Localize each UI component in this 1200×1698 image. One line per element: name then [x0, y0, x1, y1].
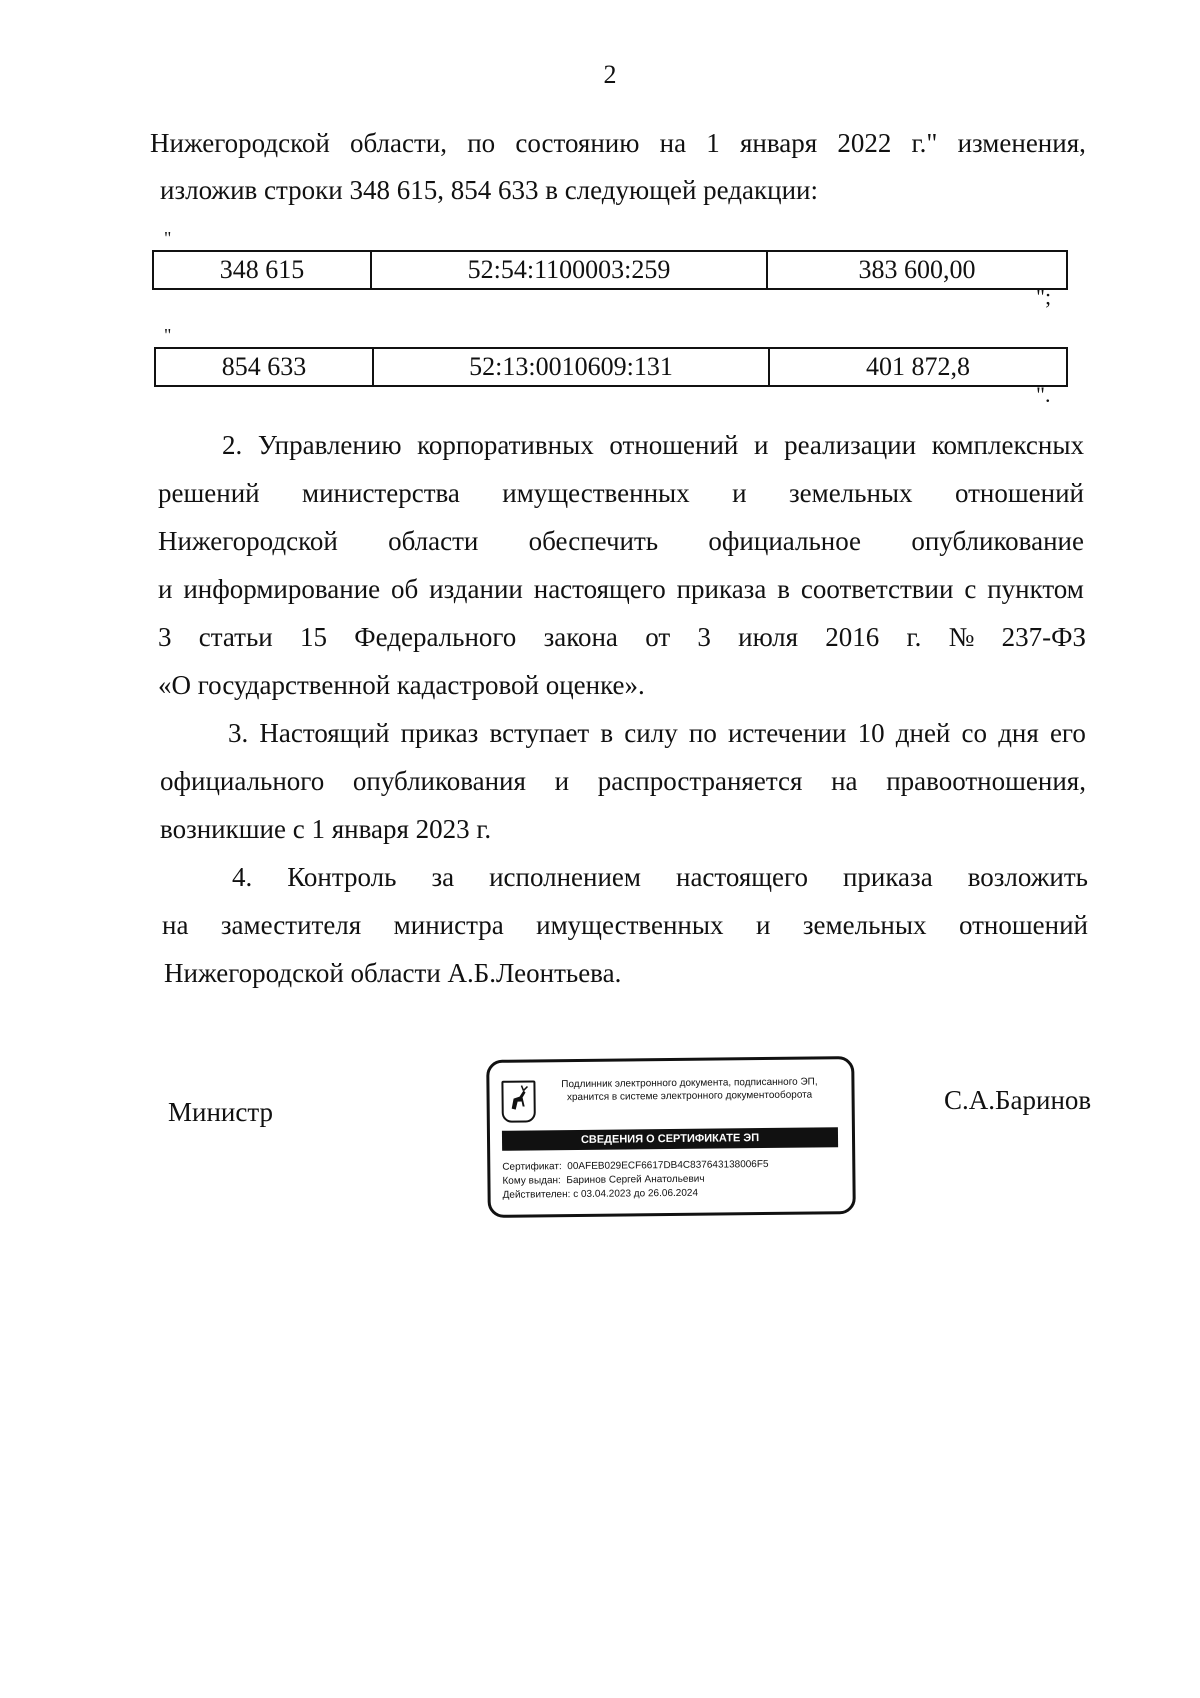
word: земельных: [802, 910, 927, 940]
paragraph-2-line-3: [158, 526, 1084, 557]
replacement-row-table-1: [152, 250, 1068, 290]
word: и: [755, 910, 771, 940]
word: об: [391, 574, 419, 604]
word: Управлению: [257, 430, 402, 460]
word: от: [645, 622, 671, 652]
word: соответствии: [800, 574, 954, 604]
word: г.: [906, 622, 922, 652]
word: и: [732, 478, 747, 508]
word: министра: [393, 910, 504, 940]
paragraph-2-line-1: [222, 430, 1084, 461]
electronic-signature-stamp: [486, 1056, 856, 1218]
word: реализации: [784, 430, 917, 460]
word: и: [754, 430, 769, 460]
word: обеспечить: [528, 526, 659, 556]
word: №: [948, 622, 975, 652]
word: возложить: [967, 862, 1088, 892]
word: распространяется: [597, 766, 803, 796]
word: 4.: [232, 862, 253, 892]
word: информирование: [183, 574, 381, 604]
word: истечении: [727, 718, 847, 748]
cadastral-value-cell: 383 600,00: [767, 251, 1067, 289]
word: силу: [624, 718, 678, 748]
certificate-label: Сертификат:: [502, 1161, 562, 1173]
issued-to-label: Кому выдан:: [502, 1175, 561, 1187]
signatory-name: С.А.Баринов: [944, 1085, 1092, 1115]
word: комплексных: [931, 430, 1084, 460]
word: на: [831, 766, 858, 796]
word: на: [659, 128, 687, 158]
word: приказ: [400, 718, 479, 748]
word: изменения,: [957, 128, 1086, 158]
word: области,: [349, 128, 447, 158]
word: отношений: [609, 430, 739, 460]
word: 237-ФЗ: [1001, 622, 1086, 652]
word: дня: [998, 718, 1039, 748]
word: и: [158, 574, 173, 604]
cadastral-number-cell: 52:13:0010609:131: [373, 348, 769, 386]
word: опубликования: [352, 766, 526, 796]
opening-quote-2: ": [164, 325, 172, 345]
stamp-header-line-1: Подлинник электронного документа, подписанного ЭП,: [561, 1076, 818, 1091]
word: официальное: [708, 526, 862, 556]
word: отношений: [954, 478, 1084, 508]
word: имущественных: [502, 478, 690, 508]
word: приказа: [676, 574, 767, 604]
page-number: 2: [603, 60, 617, 89]
word: приказа: [842, 862, 933, 892]
stamp-certificate-details: [502, 1158, 769, 1203]
paragraph-4-line-2: [162, 910, 1088, 941]
word: опубликование: [911, 526, 1084, 556]
word: июля: [738, 622, 799, 652]
word: со: [961, 718, 988, 748]
stamp-certificate-title: СВЕДЕНИЯ О СЕРТИФИКАТЕ ЭП: [502, 1127, 838, 1151]
closing-quote-1: ";: [1036, 284, 1052, 309]
word: имущественных: [536, 910, 724, 940]
word: его: [1049, 718, 1086, 748]
word: г.": [911, 128, 938, 158]
word: и: [554, 766, 570, 796]
certificate-row: [502, 1158, 768, 1175]
word: настоящего: [676, 862, 808, 892]
word: с: [964, 574, 977, 604]
word: настоящего: [533, 574, 666, 604]
table-row: [155, 348, 1067, 386]
word: министерства: [302, 478, 460, 508]
issued-to-value: Баринов Сергей Анатольевич: [566, 1173, 705, 1187]
word: Настоящий: [259, 718, 390, 748]
intro-line-2: изложив строки 348 615, 854 633 в следующей редакции:: [160, 175, 818, 205]
stamp-header: [539, 1075, 839, 1104]
paragraph-3-line-1: [228, 718, 1086, 749]
word: Федерального: [354, 622, 517, 652]
word: 10: [857, 718, 885, 748]
word: вступает: [489, 718, 590, 748]
word: исполнением: [489, 862, 641, 892]
paragraph-4-line-1: [232, 862, 1088, 893]
signatory-title: Министр: [168, 1097, 273, 1127]
word: Нижегородской: [158, 526, 338, 556]
word: пунктом: [987, 574, 1084, 604]
word: Нижегородской: [150, 128, 330, 158]
word: 3.: [228, 718, 249, 748]
opening-quote-1: ": [164, 228, 172, 248]
word: 2016: [825, 622, 880, 652]
word: на: [162, 910, 189, 940]
word: 3: [158, 622, 172, 652]
deer-emblem-icon: [501, 1080, 535, 1122]
closing-quote-2: ".: [1036, 382, 1051, 407]
word: корпоративных: [417, 430, 594, 460]
word: дней: [895, 718, 951, 748]
paragraph-2-line-4: [158, 574, 1084, 605]
word: в: [600, 718, 614, 748]
word: официального: [160, 766, 325, 796]
word: 3: [697, 622, 711, 652]
paragraph-2-line-2: [158, 478, 1084, 509]
word: заместителя: [220, 910, 362, 940]
word: земельных: [788, 478, 913, 508]
intro-line-1: [150, 128, 1086, 159]
word: области: [388, 526, 479, 556]
word: Контроль: [287, 862, 397, 892]
word: 1: [706, 128, 720, 158]
row-number-cell: 348 615: [153, 251, 371, 289]
validity-row: [503, 1186, 769, 1203]
cadastral-value-cell: 401 872,8: [769, 348, 1067, 386]
cadastral-number-cell: 52:54:1100003:259: [371, 251, 767, 289]
paragraph-3-line-2: [160, 766, 1086, 797]
word: 2022: [837, 128, 892, 158]
word: за: [431, 862, 455, 892]
validity-label: Действителен:: [502, 1189, 571, 1201]
word: по: [467, 128, 496, 158]
word: состоянию: [515, 128, 640, 158]
validity-value: с 03.04.2023 до 26.06.2024: [573, 1187, 699, 1201]
paragraph-3-line-3: возникшие с 1 января 2023 г.: [160, 814, 492, 844]
word: закона: [543, 622, 618, 652]
word: решений: [158, 478, 260, 508]
row-number-cell: 854 633: [155, 348, 373, 386]
replacement-row-table-2: [154, 347, 1068, 387]
word: издании: [429, 574, 523, 604]
paragraph-4-line-3: Нижегородской области А.Б.Леонтьева.: [164, 958, 622, 988]
table-row: [153, 251, 1067, 289]
word: правоотношения,: [886, 766, 1086, 796]
certificate-value: 00AFEB029ECF6617DB4C837643138006F5: [567, 1158, 769, 1173]
word: января: [739, 128, 818, 158]
word: 2.: [222, 430, 243, 460]
paragraph-2-line-5: [158, 622, 1086, 653]
word: 15: [300, 622, 327, 652]
stamp-header-line-2: хранится в системе электронного документооборота: [566, 1089, 813, 1104]
word: в: [777, 574, 790, 604]
word: статьи: [198, 622, 273, 652]
paragraph-2-line-6: «О государственной кадастровой оценке».: [158, 670, 645, 700]
word: отношений: [958, 910, 1088, 940]
word: по: [688, 718, 717, 748]
